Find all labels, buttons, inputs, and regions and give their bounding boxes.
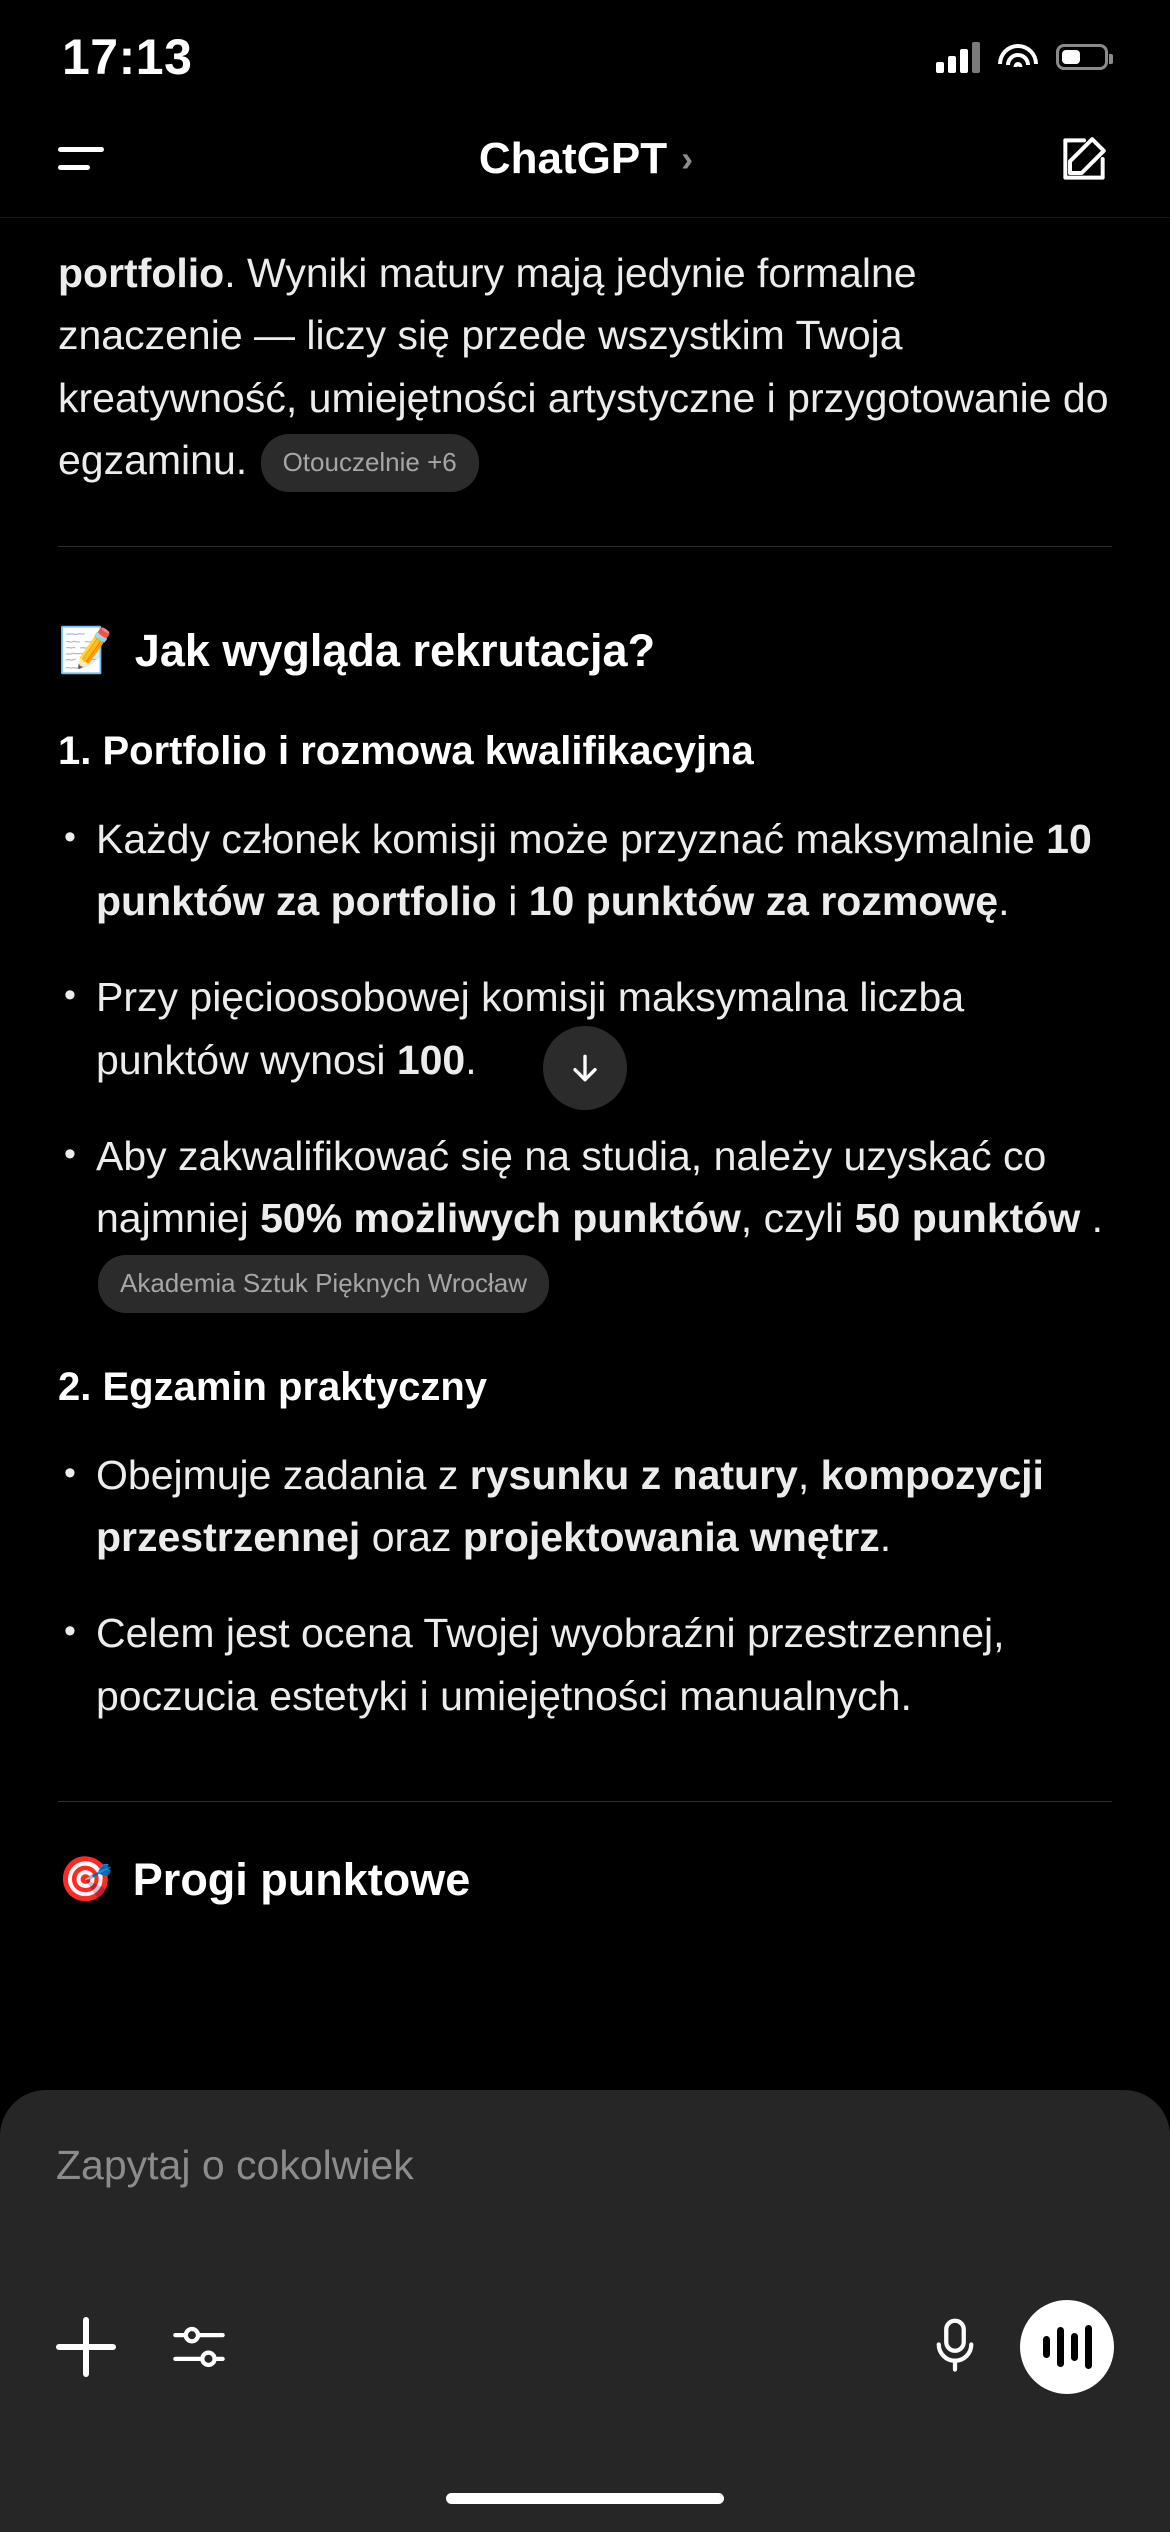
hamburger-menu-icon[interactable] [58,137,116,181]
text: Aby zakwalifikować się na studia, należy uzyskać co najmniej [96,1133,1047,1242]
home-indicator [446,2493,724,2504]
microphone-icon[interactable] [932,2317,978,2377]
composer-right-actions [932,2300,1114,2394]
compose-new-chat-icon[interactable] [1056,131,1112,187]
text: . [465,1036,477,1083]
wifi-icon [998,42,1038,72]
bold-text: 10 punktów za rozmowę [528,878,999,925]
status-bar [0,0,1170,100]
list-item [58,1444,1112,1569]
chevron-right-icon: › [681,137,694,179]
text: . [998,878,1010,925]
list-item [58,1602,1112,1727]
text: Każdy członek komisji może przyznać maksymalnie [96,815,1047,862]
composer [0,2090,1170,2532]
text: oraz [360,1513,463,1560]
text: i [496,878,529,925]
bold-text: 100 [396,1036,466,1083]
text: . [879,1513,892,1560]
bold-text: kompozycji przestrzennej [96,1451,1044,1560]
list-item [58,808,1112,933]
voice-mode-button[interactable] [1020,2300,1114,2394]
text: Celem jest ocena Twojej wyobraźni przestrzennej, poczucia estetyki i umiejętności manualnych. [96,1610,1005,1719]
section-heading-text: Jak wygląda rekrutacja? [134,624,656,676]
paragraph-text: . Wyniki matury mają jedynie formalne znaczenie — liczy się przede wszystkim Twoja kreatywność, umiejętności artystyczne i przygotowanie do egzaminu. [58,250,1109,483]
nav-bar [0,100,1170,218]
text: . [1080,1195,1104,1242]
citation-chip[interactable]: Otouczelnie +6 [261,434,479,492]
cellular-signal-icon [936,41,980,73]
bold-text: 50 punktów [854,1195,1081,1242]
target-emoji-icon: 🎯 [58,1854,113,1904]
next-section-heading [58,1854,1112,1906]
page-title: ChatGPT [478,133,668,183]
composer-input[interactable]: Zapytaj o cokolwiek [56,2142,414,2188]
section-divider [58,546,1112,547]
text: , [797,1451,821,1498]
sliders-tools-icon[interactable] [170,2321,228,2373]
subsection-2-title: 2. Egzamin praktyczny [58,1364,488,1409]
memo-emoji-icon: 📝 [58,625,113,675]
subsection-2-bullets [58,1444,1112,1727]
status-time: 17:13 [62,29,193,85]
bold-text: rysunku z natury [469,1451,798,1498]
paragraph-lead-bold: portfolio [58,250,225,296]
composer-left-actions [56,2317,228,2377]
bold-text: 10 punktów za portfolio [96,815,1092,925]
text: Przy pięcioosobowej komisji maksymalna liczba punktów wynosi [96,974,965,1083]
citation-chip[interactable]: Akademia Sztuk Pięknych Wrocław [98,1255,549,1313]
status-indicators [936,27,1108,73]
bold-text: 50% możliwych punktów [260,1195,741,1242]
text: Obejmuje zadania z [96,1451,470,1498]
scroll-to-bottom-button[interactable] [543,1026,627,1110]
model-switcher[interactable] [479,134,693,184]
subsection-1-title: 1. Portfolio i rozmowa kwalifikacyjna [58,728,754,773]
bold-text: projektowania wnętrz [462,1513,880,1560]
plus-icon[interactable] [56,2317,116,2377]
composer-toolbar [0,2300,1170,2394]
next-section-heading-text: Progi punktowe [132,1853,471,1905]
battery-icon [1056,44,1108,70]
text: , czyli [740,1195,855,1242]
message-paragraph [58,242,1112,492]
list-item [58,1125,1112,1313]
conversation-scroll-area[interactable] [0,218,1170,2090]
section-heading [58,625,1112,677]
section-divider-2 [58,1801,1112,1802]
